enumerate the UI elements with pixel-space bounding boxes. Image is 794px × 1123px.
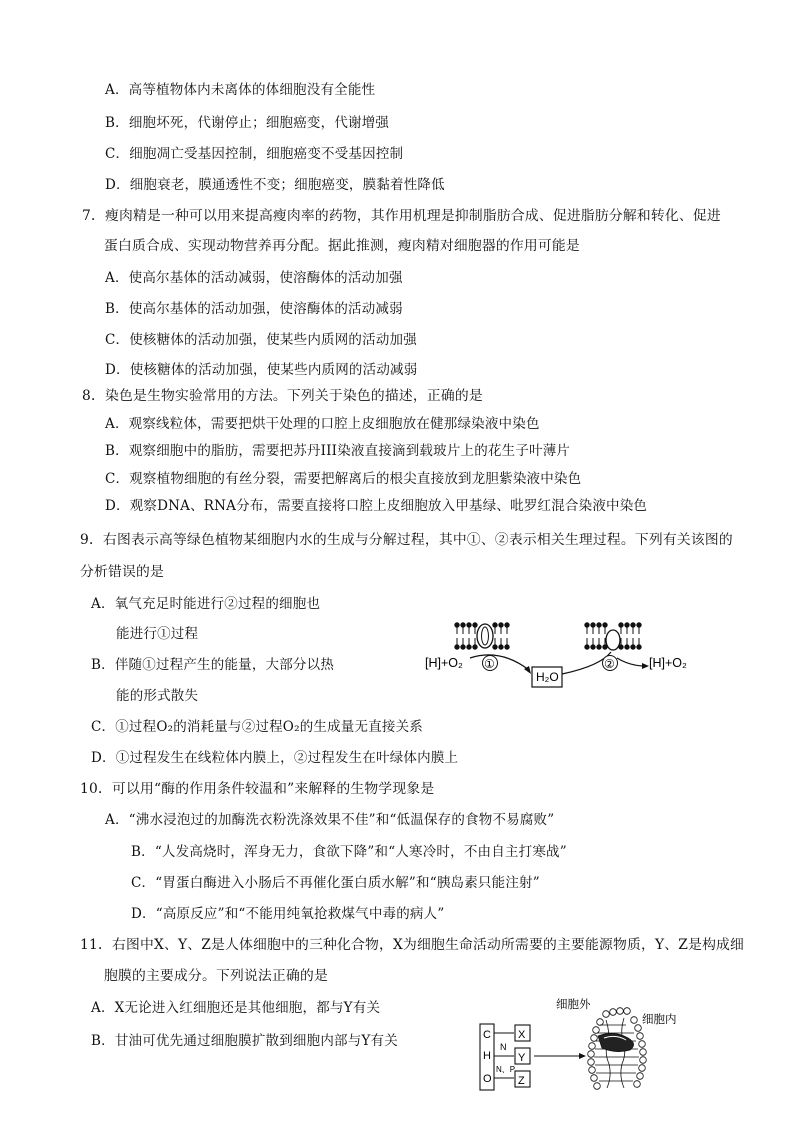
q7-option-a: A．使高尔基体的活动减弱，使溶酶体的活动加强 [105,270,403,286]
q11-stem-line1: 11．右图中X、Y、Z是人体细胞中的三种化合物，X为细胞生命活动所需要的主要能源物质，Y、Z是构成细 [80,937,745,953]
q7-stem-line2: 蛋白质合成、实现动物营养再分配。据此推测，瘦肉精对细胞器的作用可能是 [104,238,580,254]
q9-option-b-line2: 能的形式散失 [116,688,199,704]
q11-np-label: N、P [496,1065,516,1074]
q9-circle-2: ② [604,657,615,671]
q7-option-b: B．使高尔基体的活动加强，使溶酶体的活动减弱 [105,301,403,317]
q11-outside-label: 细胞外 [556,999,591,1011]
q11-option-a: A．X无论进入红细胞还是其他细胞，都与Y有关 [91,1000,381,1016]
q9-stem-line2: 分析错误的是 [80,564,164,580]
q10-option-c: C．“胃蛋白酶进入小肠后不再催化蛋白质水解”和“胰岛素只能注射” [131,875,540,891]
q11-element-h: H [483,1050,491,1062]
q11-element-c: C [483,1029,491,1041]
q9-option-c: C．①过程O₂的消耗量与②过程O₂的生成量无直接关系 [91,719,423,735]
q9-water-box: H₂O [536,670,559,684]
q9-circle-1: ① [484,657,495,671]
q6-option-c: C．细胞凋亡受基因控制，细胞癌变不受基因控制 [105,146,404,162]
q8-option-d: D．观察DNA、RNA分布，需要直接将口腔上皮细胞放入甲基绿、吡罗红混合染液中染色 [105,498,648,514]
q9-water-diagram [425,618,695,694]
q10-stem: 10．可以用“酶的作用条件较温和”来解释的生物学现象是 [80,781,435,797]
thylakoid-membrane-left [455,623,509,649]
q8-option-b: B．观察细胞中的脂肪，需要把苏丹III染液直接滴到载玻片上的花生子叶薄片 [105,443,571,459]
q11-n-label: N [500,1042,507,1052]
q9-left-label: [H]+O₂ [425,656,463,670]
q9-stem-line1: 9．右图表示高等绿色植物某细胞内水的生成与分解过程，其中①、②表示相关生理过程。下列有关该图的 [80,532,733,548]
q8-option-c: C．观察植物细胞的有丝分裂，需要把解离后的根尖直接放到龙胆紫染液中染色 [105,471,582,487]
q10-option-b: B．“人发高烧时，浑身无力，食欲下降”和“人寒冷时，不由自主打寒战” [131,844,567,860]
q11-option-b: B．甘油可优先通过细胞膜扩散到细胞内部与Y有关 [91,1033,398,1049]
q11-z-box: Z [518,1075,525,1087]
q6-option-b: B．细胞坏死，代谢停止；细胞癌变，代谢增强 [105,115,390,131]
q9-option-a-line2: 能进行①过程 [116,626,199,642]
q7-stem-line1: 7．瘦肉精是一种可以用来提高瘦肉率的药物，其作用机理是抑制脂肪合成、促进脂肪分解和转化、促进 [82,208,721,224]
q9-option-b-line1: B．伴随①过程产生的能量，大部分以热 [91,657,335,673]
q11-membrane-diagram [478,992,718,1096]
q11-x-box: X [518,1029,526,1041]
q7-option-d: D．使核糖体的活动加强，使某些内质网的活动减弱 [105,362,418,378]
q9-option-d: D．①过程发生在线粒体内膜上，②过程发生在叶绿体内膜上 [91,750,459,766]
q6-option-a: A．高等植物体内未离体的体细胞没有全能性 [105,82,376,98]
q11-inside-label: 细胞内 [642,1014,677,1026]
q10-option-d: D．“高原反应”和“不能用纯氧抢救煤气中毒的病人” [131,906,445,922]
cell-membrane-icon [588,1008,647,1090]
q8-stem: 8．染色是生物实验常用的方法。下列关于染色的描述，正确的是 [82,388,483,404]
q6-option-d: D．细胞衰老，膜通透性不变；细胞癌变，膜黏着性降低 [105,177,445,193]
q10-option-a: A．“沸水浸泡过的加酶洗衣粉洗涤效果不佳”和“低温保存的食物不易腐败” [105,812,555,828]
q9-option-a-line1: A．氧气充足时能进行②过程的细胞也 [91,596,321,612]
q9-right-label: [H]+O₂ [649,656,687,670]
q11-y-box: Y [518,1052,526,1064]
q8-option-a: A．观察线粒体，需要把烘干处理的口腔上皮细胞放在健那绿染液中染色 [105,416,540,432]
q11-stem-line2: 胞膜的主要成分。下列说法正确的是 [104,968,328,984]
q11-element-o: O [483,1073,492,1085]
thylakoid-membrane-right [585,623,641,650]
q7-option-c: C．使核糖体的活动加强，使某些内质网的活动加强 [105,332,417,348]
